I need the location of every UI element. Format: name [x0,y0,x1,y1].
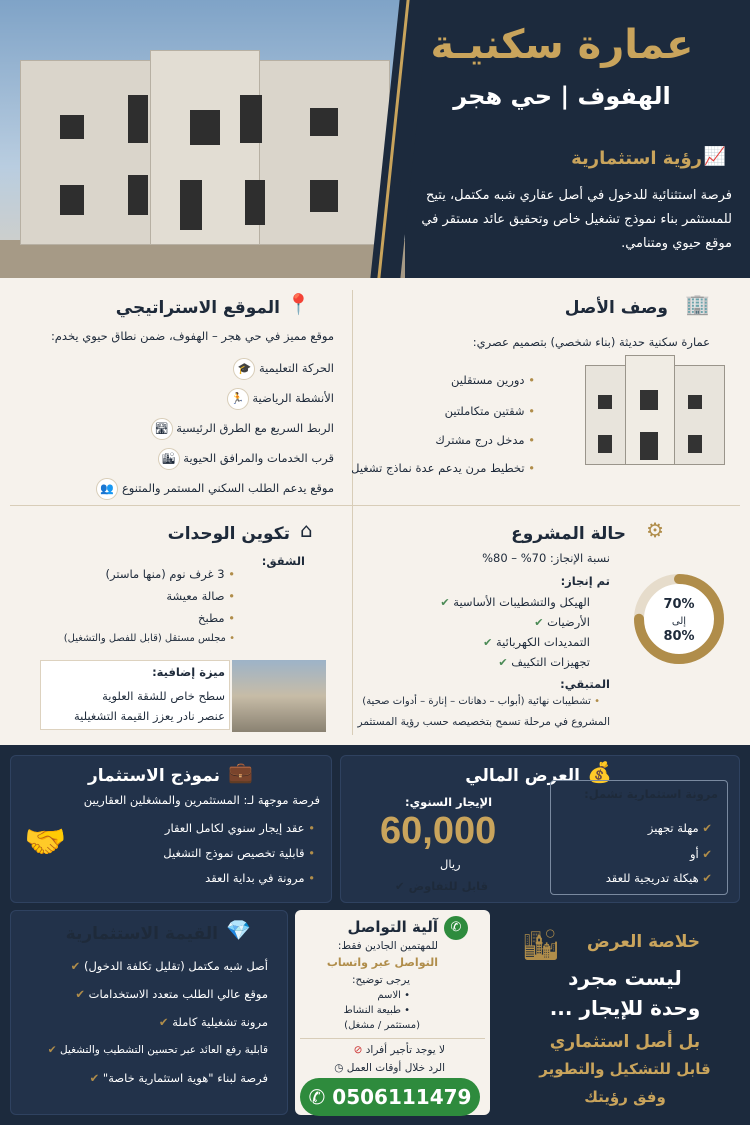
investment-model-title: نموذج الاستثمار [88,766,220,786]
ring-mid: إلى [671,616,687,627]
buildings-icon: 🏢 [685,292,710,316]
extra-line2: عنصر نادر يعزز القيمة التشغيلية [74,709,225,723]
flex-item-1: ✔ مهلة تجهيز [647,821,712,835]
status-note: المشروع في مرحلة تسمح بتخصيصه حسب رؤية المستثمر [357,716,610,728]
progress-ring [630,570,728,668]
diamond-icon: 💎 [226,918,251,942]
growth-chart-icon: 📈 [703,146,726,167]
whatsapp-icon: ✆ [444,916,468,940]
gear-icon: ⚙ [646,518,664,542]
phone-button[interactable]: 0506111479 ✆ [300,1078,480,1116]
summary-title: خلاصة العرض [586,932,700,952]
summary-line4: قابل للتشكيل والتطوير [539,1060,711,1078]
remaining-label: المتبقي: [560,677,610,691]
location-title: الموقع الاستراتيجي [115,298,280,318]
investment-item-2: • قابلية تخصيص نموذج التشغيل [163,846,315,860]
rooftop-photo [232,660,326,732]
asset-intro: عمارة سكنية حديثة (بناء شخصي) بتصميم عصري: [472,335,710,349]
summary-line3: بل أصل استثماري [549,1032,701,1052]
unit-item-4: • مجلس مستقل (قابل للفصل والتشغيل) [63,633,235,644]
contact-line2: التواصل عبر واتساب [326,956,438,969]
done-item-1: الهيكل والتشطيبات الأساسية ✔ [440,595,590,609]
hero-title: عمارة سكنيـة [430,22,694,68]
location-item-3: الربط السريع مع الطرق الرئيسية 🛣 [14,418,334,440]
value-item-2: موقع عالي الطلب متعدد الاستخدامات ✔ [75,987,268,1001]
units-title: تكوين الوحدات [167,524,290,544]
location-pin-icon: 📍 [286,292,311,316]
summary-line1: ليست مجرد [568,966,682,990]
value-item-1: أصل شبه مكتمل (تقليل تكلفة الدخول) ✔ [70,959,268,973]
road-icon: 🛣 [151,418,173,440]
location-item-1: الحركة التعليمية 🎓 [14,358,334,380]
summary-line2: وحدة للإيجار ... [549,996,701,1020]
done-item-2: الأرضيات ✔ [534,615,590,629]
status-title: حالة المشروع [511,524,626,544]
location-item-2: الأنشطة الرياضية 🏃 [14,388,334,410]
asset-item-1: • دورين مستقلين [450,373,535,387]
value-item-3: مرونة تشغيلية كاملة ✔ [158,1015,268,1029]
extra-title: ميزة إضافية: [152,665,225,679]
contact-title: آلية التواصل [347,918,438,936]
flex-item-3: ✔ هيكلة تدريجية للعقد [605,871,712,885]
location-intro: موقع مميز في حي هجر – الهفوف، ضمن نطاق حيوي يخدم: [50,329,334,343]
done-label: تم إنجاز: [560,574,610,588]
contact-line3: يرجى توضيح: [351,974,410,986]
skyline-icon: 🏙 [521,928,560,963]
rent-label: الإيجار السنوي: [405,795,493,809]
investment-item-1: • عقد إيجار سنوي لكامل العقار [164,821,315,835]
people-icon: 👥 [96,478,118,500]
hero-section [0,0,750,278]
flex-title: مرونة استثمارية تشمل: [584,787,718,801]
hero-subtitle: الهفوف | حي هجر [453,82,671,110]
rent-amount: 60,000 [380,810,497,852]
vision-text: فرصة استثنائية للدخول في أصل عقاري شبه مكتمل، يتيح للمستثمر بناء نموذج تشغيل خاص وتحقيق عائد مستقر في موقع حيوي ومتنامي. [421,188,732,251]
ring-bottom: 80% [663,629,695,644]
value-item-5: فرصة لبناء "هوية استثمارية خاصة" ✔ [89,1071,268,1085]
no-individuals: لا يوجد تأجير أفراد ⊘ [353,1044,445,1056]
asset-title: وصف الأصل [564,298,668,318]
investment-item-3: • مرونة في بداية العقد [205,871,315,885]
vision-title: رؤية استثمارية [571,148,702,169]
done-item-3: التمديدات الكهربائية ✔ [483,635,590,649]
value-item-4: قابلية رفع العائد عبر تحسين التشطيب والتشغيل ✔ [47,1044,268,1056]
unit-item-1: • 3 غرف نوم (منها ماستر) [105,567,235,581]
value-title: القيمة الاستثمارية [65,924,218,944]
remaining-item: • تشطيبات نهائية (أبواب – دهانات – إنارة – أدوات صحية) [362,696,600,707]
flex-item-2: ✔ أو [689,847,712,861]
money-bag-icon: 💰 [587,760,612,784]
contact-field-2: • طبيعة النشاط [343,1005,410,1016]
contact-line1: للمهتمين الجادين فقط: [337,940,438,952]
graduation-cap-icon: 🎓 [233,358,255,380]
done-item-4: تجهيزات التكييف ✔ [498,655,590,669]
city-icon: 🏙 [158,448,180,470]
extra-line1: سطح خاص للشقة العلوية [102,689,225,703]
building-photo [0,0,405,278]
home-icon: ⌂ [300,518,313,542]
location-item-4: قرب الخدمات والمرافق الحيوية 🏙 [14,448,334,470]
asset-item-2: • شقتين متكاملتين [444,404,535,418]
currency: ريال [440,857,461,871]
negotiable: قابل للتفاوض ✔ [395,879,488,893]
completion-label: نسبة الإنجاز: 70% – 80% [482,551,610,565]
running-icon: 🏃 [227,388,249,410]
offer-title: العرض المالي [465,766,580,786]
contact-field-3: (مستثمر / مشغل) [344,1020,420,1031]
ring-top: 70% [663,597,695,612]
unit-item-2: • صالة معيشة [166,589,235,603]
asset-item-3: • مدخل درج مشترك [435,433,535,447]
unit-item-3: • مطبخ [198,611,235,625]
briefcase-icon: 💼 [228,760,253,784]
contact-field-1: • الاسم [377,990,410,1001]
handshake-icon: 🤝 [24,822,67,862]
hours: الرد خلال أوقات العمل ◷ [334,1062,445,1074]
asset-item-4: • تخطيط مرن يدعم عدة نماذج تشغيل [351,461,535,475]
location-item-5: موقع يدعم الطلب السكني المستمر والمتنوع 👥 [14,478,334,500]
building-illustration [570,350,735,470]
summary-line5: وفق رؤيتك [584,1088,666,1106]
investment-intro: فرصة موجهة لـ: المستثمرين والمشغلين العقاريين [83,793,320,807]
apartments-label: الشقق: [261,554,305,568]
